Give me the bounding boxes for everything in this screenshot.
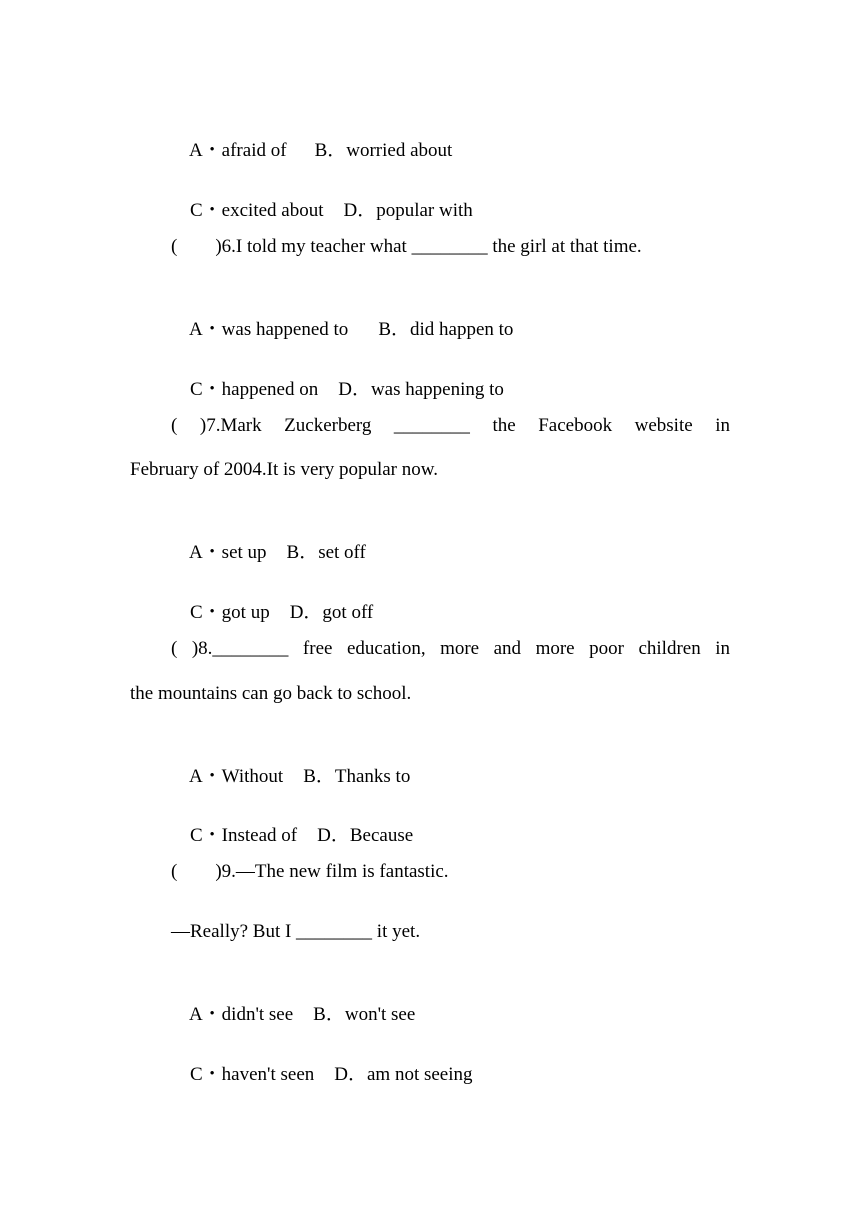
q7-option-b: B．set off [286,542,366,563]
q6-stem: ( )6.I told my teacher what ________ the girl at that time. [171,236,642,257]
q8-option-d: D．Because [317,825,414,846]
q6-option-c: C・happened on [190,379,319,400]
q8-option-b: B．Thanks to [303,766,411,787]
q6-option-a: A・was happened to [188,319,349,340]
q9-option-b: B．won't see [313,1004,416,1025]
q7-option-d: D．got off [289,602,374,623]
q9-option-a: A・didn't see [188,1004,294,1025]
q7-option-a: A・set up [188,542,267,563]
q8-stem-line1: ( )8.________ free education, more and more poor children in [171,638,730,659]
q9-option-d: D．am not seeing [334,1064,473,1085]
q8-option-a: A・Without [188,766,284,787]
q6-option-b: B．did happen to [378,319,514,340]
q9-option-c: C・haven't seen [190,1064,315,1085]
q7-stem-line1: ( )7.Mark Zuckerberg ________ the Facebook website in [171,415,730,436]
q6-option-d: D．was happening to [338,379,504,400]
q5-option-d: D．popular with [343,200,473,221]
q5-option-a: A・afraid of [188,140,287,161]
q8-option-c: C・Instead of [190,825,298,846]
q9-options-cd [171,1039,473,1111]
q7-option-c: C・got up [190,602,270,623]
q5-option-b: B．worried about [314,140,453,161]
q5-option-c: C・excited about [190,200,324,221]
q9-stem-line2: —Really? But I ________ it yet. [171,921,421,942]
q8-stem-line2: the mountains can go back to school. [130,683,412,704]
q9-stem-line1: ( )9.—The new film is fantastic. [171,861,449,882]
q7-stem-line2: February of 2004.It is very popular now. [130,459,438,480]
